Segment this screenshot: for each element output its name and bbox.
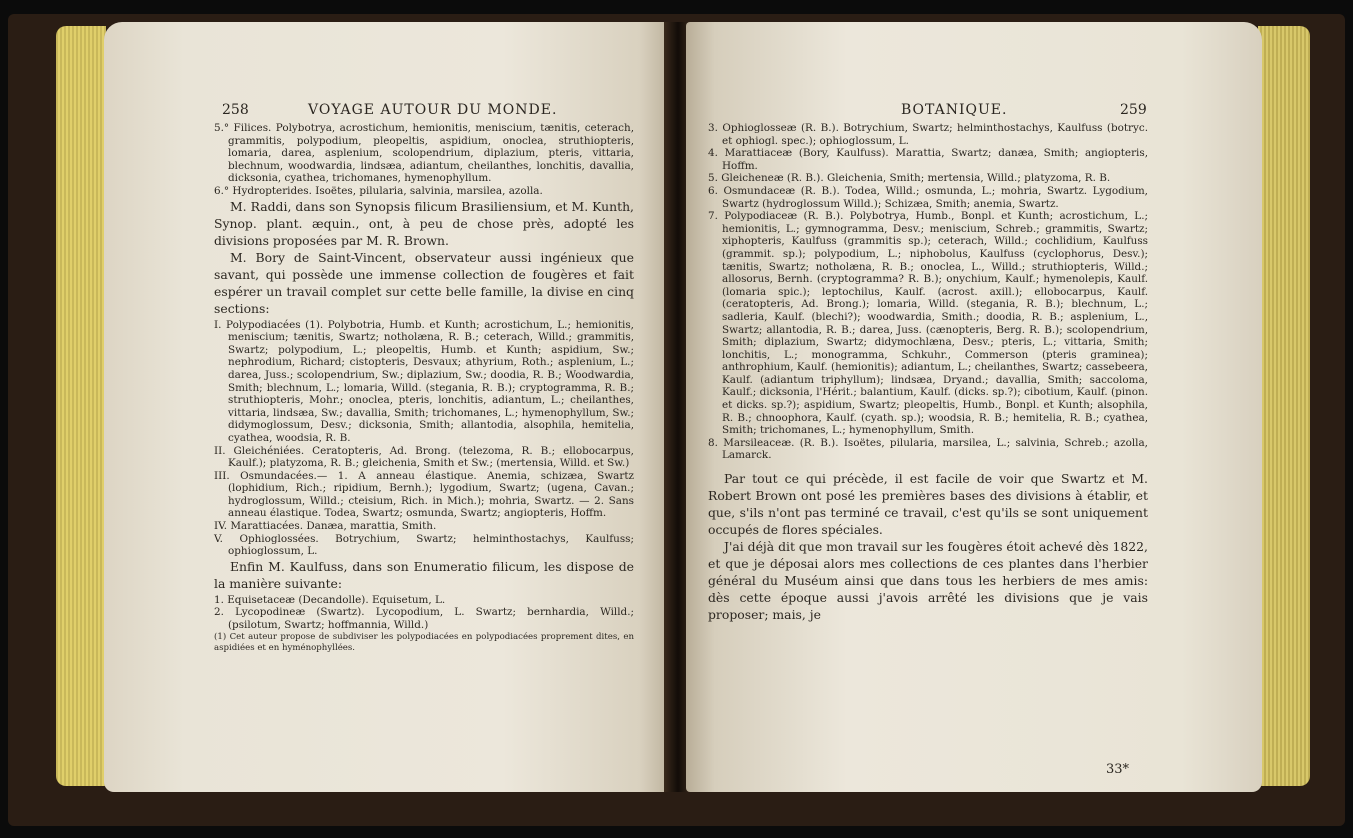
page-number: 258 xyxy=(222,102,249,118)
list-item: 7. Polypodiaceæ (R. B.). Polybotrya, Humb., Bonpl. et Kunth; acrostichum, L.; hemionitis, L.; gymnogramma, Desv.; meniscium, Schreb.; grammitis, Swartz; xiphopteris, Kaulfuss (grammitis sp.); ceterach, Willd.; cochlidium, Kaulfuss (grammit. sp.); polypodium, L.; niphobolus, Kaulfuss (cyclophorus, Desv.); tænitis, Swartz; notholæna, R. B.; onoclea, L., Willd.; struthiopteris, Willd.; allosorus, Bernh. (cryptogramma? R. B.); onychium, Kaulf.; hymenolepis, Kaulf. (lomaria spic.); leptochilus, Kaulf. (acrost. axill.); ellobocarpus, Kaulf. (ceratopteris, Ad. Brong.); lomaria, Willd. (stegania, R. B.); blechnum, L.; sadleria, Kaulf. (blechi?); woodwardia, Smith.; doodia, R. B.; asplenium, L., Swartz; allantodia, R. B.; darea, Juss. (cænopteris, Berg. R. B.); scolopendrium, Smith; diplazium, Swartz; didymochlæna, Desv.; pteris, L.; vittaria, Smith; lonchitis, L.; monogramma, Schkuhr., Commerson (pteris graminea); anthrophium, Kaulf. (hemionitis); adiantum, L.; cheilanthes, Swartz; cassebeera, Kaulf. (adiantum triphyllum); lindsæa, Dryand.; davallia, Smith; saccoloma, Kaulf.; dicksonia, l'Hérit.; balantium, Kaulf. (dicks. sp.?); cibotium, Kaulf. (pinon. et dicks. sp.?); aspidium, Swartz; pleopeltis, Humb., Bonpl. et Kunth; alsophila, R. B.; chnoophora, Kaulf. (cyath. sp.); woodsia, R. B.; hemitelia, R. B.; cyathea, Smith; trichomanes, L.; hymenophyllum, Smith. xyxy=(708,210,1148,437)
running-head: BOTANIQUE. xyxy=(901,102,1008,118)
list-item: 3. Ophioglosseæ (R. B.). Botrychium, Swartz; helminthostachys, Kaulfuss (botryc. et ophiogl. spec.); ophioglossum, L. xyxy=(708,122,1148,147)
section-item: II. Gleichéniées. Ceratopteris, Ad. Brong. (telezoma, R. B.; ellobocarpus, Kaulf.); platyzoma, R. B.; gleichenia, Smith et Sw.; (mertensia, Willd. et Sw.) xyxy=(214,444,634,470)
running-head: VOYAGE AUTOUR DU MONDE. xyxy=(308,102,558,118)
footnote: (1) Cet auteur propose de subdiviser les polypodiacées en polypodiacées proprement dites, en aspidiées et en hyménophyllées. xyxy=(214,631,634,653)
left-text-block xyxy=(214,122,634,654)
section-item: IV. Marattiacées. Danæa, marattia, Smith. xyxy=(214,520,437,533)
list-item: 6.° Hydropterides. Isoëtes, pilularia, salvinia, marsilea, azolla. xyxy=(214,184,543,197)
section-item: I. Polypodiacées (1). Polybotria, Humb. et Kunth; acrostichum, L.; hemionitis, meniscium; tænitis, Swartz; notholæna, R. B.; ceterach, Willd.; grammitis, Swartz; polypodium, L.; pleopeltis, Humb. et Kunth; aspidium, Sw.; nephrodium, Richard; cistopteris, Desvaux; athyrium, Roth.; asplenium, L.; darea, Juss.; scolopendrium, Sw.; diplazium, Sw.; doodia, R. B.; Woodwardia, Smith; blechnum, L.; lomaria, Willd. (stegania, R. B.); cryptogramma, R. B.; struthiopteris, Mohr.; onoclea, pteris, lonchitis, adiantum, L.; cheilanthes, vittaria, lindsæa, Sw.; davallia, Smith; trichomanes, L.; hymenophyllum, Sw.; didymoglossum, Desv.; dicksonia, Smith; allantodia, alsophila, hemitelia, cyathea, woodsia, R. B. xyxy=(214,318,634,444)
page-number: 259 xyxy=(1120,102,1147,118)
list-item: 8. Marsileaceæ. (R. B.). Isoëtes, pilularia, marsilea, L.; salvinia, Schreb.; azolla, Lamarck. xyxy=(708,436,1148,462)
signature-mark: 33* xyxy=(1106,762,1130,777)
section-item: III. Osmundacées.— 1. A anneau élastique. Anemia, schizæa, Swartz (lophidium, Rich.; ripidium, Bernh.); lygodium, Swartz; (ugena, Cavan.; hydroglossum, Willd.; cteisium, Rich. in Mich.); mohria, Swartz. — 2. Sans anneau élastique. Todea, Swartz; osmunda, Swartz; angiopteris, Hoffm. xyxy=(214,469,634,520)
paragraph: Enfin M. Kaulfuss, dans son Enumeratio filicum, les dispose de la manière suivante: xyxy=(214,558,634,591)
paragraph: Par tout ce qui précède, il est facile de voir que Swartz et M. Robert Brown ont posé les premières bases des divisions à établir, et que, s'ils n'ont pas terminé ce travail, c'est qu'ils se sont uniquement occupés de flores spéciales. xyxy=(708,471,1148,538)
right-page xyxy=(686,22,1262,792)
list-item: 5. Gleicheneæ (R. B.). Gleichenia, Smith; mertensia, Willd.; platyzoma, R. B. xyxy=(708,172,1111,185)
left-page xyxy=(104,22,674,792)
list-item: 4. Marattiaceæ (Bory, Kaulfuss). Marattia, Swartz; danæa, Smith; angiopteris, Hoffm. xyxy=(708,147,1148,172)
paragraph: M. Raddi, dans son Synopsis filicum Brasiliensium, et M. Kunth, Synop. plant. æquin., ont, à peu de chose près, adopté les divisions proposées par M. R. Brown. xyxy=(214,198,634,248)
right-text-block xyxy=(708,122,1148,623)
list-item: 6. Osmundaceæ (R. B.). Todea, Willd.; osmunda, L.; mohria, Swartz. Lygodium, Swartz (hydroglossum Willd.); Schizæa, Smith; anemia, Swartz. xyxy=(708,184,1148,210)
page-edges-left xyxy=(56,26,106,786)
list-item: 2. Lycopodineæ (Swartz). Lycopodium, L. Swartz; bernhardia, Willd.; (psilotum, Swartz; hoffmannia, Willd.) xyxy=(214,606,634,632)
paragraph: J'ai déjà dit que mon travail sur les fougères étoit achevé dès 1822, et que je déposai alors mes collections de ces plantes dans l'herbier général du Muséum ainsi que dans tous les herbiers de mes amis: dès cette époque aussi j'avois arrêté les divisions que je vais proposer; mais, je xyxy=(708,539,1148,623)
page-edges-right xyxy=(1258,26,1310,786)
list-item: 1. Equisetaceæ (Decandolle). Equisetum, L. xyxy=(214,593,446,606)
section-item: V. Ophioglossées. Botrychium, Swartz; helminthostachys, Kaulfuss; ophioglossum, L. xyxy=(214,532,634,558)
list-item: 5.° Filices. Polybotrya, acrostichum, hemionitis, meniscium, tænitis, ceterach, grammitis, polypodium, pleopeltis, aspidium, onoclea, struthiopteris, lomaria, darea, asplenium, scolopendrium, diplazium, pteris, vittaria, blechnum, woodwardia, lindsæa, adiantum, cheilanthes, lonchitis, davallia, dicksonia, cyathea, trichomanes, hymenophyllum. xyxy=(214,122,634,185)
paragraph: M. Bory de Saint-Vincent, observateur aussi ingénieux que savant, qui possède une immense collection de fougères et fait espérer un travail complet sur cette belle famille, la divise en cinq sections: xyxy=(214,249,634,316)
